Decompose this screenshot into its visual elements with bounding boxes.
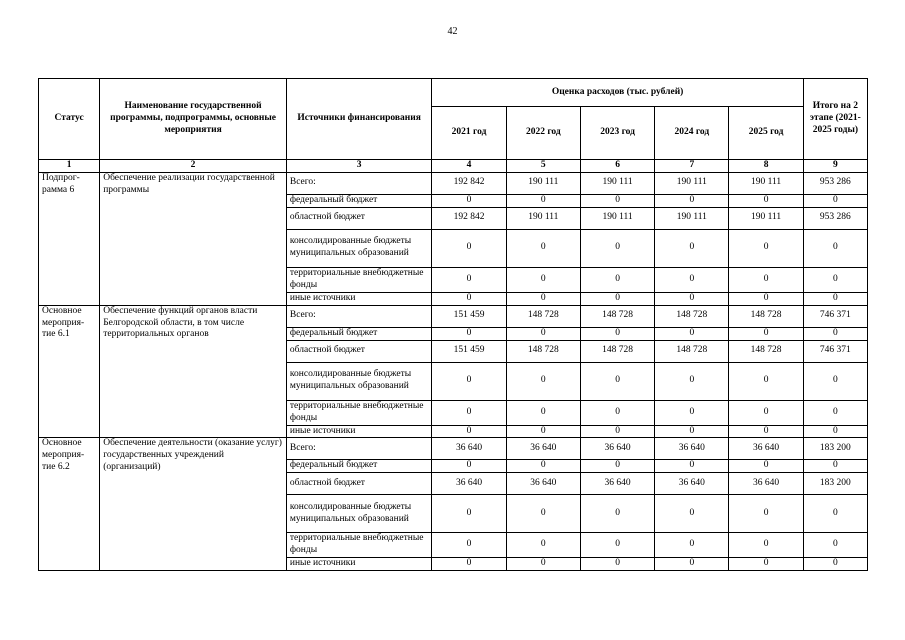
column-number: 6 <box>580 160 654 173</box>
year-value-cell: 0 <box>655 362 729 400</box>
year-value-cell: 0 <box>580 425 654 438</box>
row-program-name: Обеспечение деятельности (оказание услуг) государственных учреждений (организаций) <box>100 438 287 571</box>
total-cell: 0 <box>803 327 867 340</box>
total-cell: 0 <box>803 495 867 533</box>
year-value-cell: 36 640 <box>432 473 506 495</box>
funding-source: Всего: <box>286 305 432 327</box>
column-number: 5 <box>506 160 580 173</box>
table-row <box>39 438 868 460</box>
year-value-cell: 190 111 <box>729 207 803 229</box>
year-value-cell: 192 842 <box>432 172 506 194</box>
funding-source: федеральный бюджет <box>286 327 432 340</box>
year-value-cell: 148 728 <box>655 305 729 327</box>
year-value-cell: 0 <box>655 194 729 207</box>
total-cell: 746 371 <box>803 340 867 362</box>
year-value-cell: 36 640 <box>655 473 729 495</box>
year-value-cell: 36 640 <box>580 438 654 460</box>
header-name: Наименование государственной программы, подпрограммы, основные мероприятия <box>100 79 287 160</box>
year-value-cell: 0 <box>506 533 580 558</box>
year-value-cell: 0 <box>506 194 580 207</box>
header-year: 2024 год <box>655 107 729 160</box>
year-value-cell: 0 <box>506 460 580 473</box>
year-value-cell: 36 640 <box>580 473 654 495</box>
year-value-cell: 148 728 <box>729 340 803 362</box>
year-value-cell: 151 459 <box>432 305 506 327</box>
year-value-cell: 36 640 <box>729 473 803 495</box>
funding-source: консолидированные бюджеты муниципальных образований <box>286 495 432 533</box>
budget-table <box>38 78 868 571</box>
table-row <box>39 305 868 327</box>
year-value-cell: 148 728 <box>655 340 729 362</box>
year-value-cell: 0 <box>729 400 803 425</box>
total-cell: 183 200 <box>803 473 867 495</box>
year-value-cell: 151 459 <box>432 340 506 362</box>
year-value-cell: 0 <box>506 495 580 533</box>
header-year: 2023 год <box>580 107 654 160</box>
column-number: 1 <box>39 160 100 173</box>
year-value-cell: 0 <box>506 229 580 267</box>
year-value-cell: 0 <box>432 362 506 400</box>
funding-source: территориальные внебюджетные фонды <box>286 267 432 292</box>
year-value-cell: 0 <box>655 327 729 340</box>
year-value-cell: 0 <box>729 533 803 558</box>
funding-source: консолидированные бюджеты муниципальных образований <box>286 229 432 267</box>
funding-source: областной бюджет <box>286 473 432 495</box>
year-value-cell: 0 <box>432 533 506 558</box>
year-value-cell: 148 728 <box>506 305 580 327</box>
funding-source: территориальные внебюджетные фонды <box>286 533 432 558</box>
year-value-cell: 190 111 <box>655 207 729 229</box>
year-value-cell: 0 <box>580 400 654 425</box>
total-cell: 953 286 <box>803 207 867 229</box>
year-value-cell: 0 <box>432 292 506 305</box>
year-value-cell: 0 <box>580 292 654 305</box>
funding-source: иные источники <box>286 558 432 571</box>
year-value-cell: 0 <box>655 495 729 533</box>
year-value-cell: 0 <box>729 327 803 340</box>
year-value-cell: 0 <box>506 558 580 571</box>
year-value-cell: 190 111 <box>506 172 580 194</box>
funding-source: федеральный бюджет <box>286 460 432 473</box>
year-value-cell: 0 <box>655 558 729 571</box>
row-status: Основное мероприя-тие 6.2 <box>39 438 100 571</box>
year-value-cell: 190 111 <box>580 172 654 194</box>
year-value-cell: 192 842 <box>432 207 506 229</box>
header-total: Итого на 2 этапе (2021-2025 годы) <box>803 79 867 160</box>
header-estimate: Оценка расходов (тыс. рублей) <box>432 79 803 107</box>
year-value-cell: 190 111 <box>729 172 803 194</box>
table-row <box>39 172 868 194</box>
total-cell: 0 <box>803 400 867 425</box>
funding-source: консолидированные бюджеты муниципальных образований <box>286 362 432 400</box>
year-value-cell: 0 <box>729 460 803 473</box>
funding-source: территориальные внебюджетные фонды <box>286 400 432 425</box>
total-cell: 0 <box>803 292 867 305</box>
year-value-cell: 0 <box>655 267 729 292</box>
year-value-cell: 36 640 <box>506 473 580 495</box>
year-value-cell: 0 <box>580 558 654 571</box>
column-number: 3 <box>286 160 432 173</box>
year-value-cell: 0 <box>655 460 729 473</box>
year-value-cell: 190 111 <box>580 207 654 229</box>
total-cell: 0 <box>803 229 867 267</box>
row-program-name: Обеспечение функций органов власти Белгородской области, в том числе территориальных органов <box>100 305 287 438</box>
year-value-cell: 0 <box>432 267 506 292</box>
year-value-cell: 0 <box>432 327 506 340</box>
year-value-cell: 0 <box>729 495 803 533</box>
column-number: 9 <box>803 160 867 173</box>
year-value-cell: 0 <box>580 327 654 340</box>
column-number: 8 <box>729 160 803 173</box>
total-cell: 0 <box>803 533 867 558</box>
year-value-cell: 190 111 <box>506 207 580 229</box>
total-cell: 0 <box>803 425 867 438</box>
year-value-cell: 0 <box>655 400 729 425</box>
year-value-cell: 0 <box>729 292 803 305</box>
total-cell: 953 286 <box>803 172 867 194</box>
row-status: Подпрог-рамма 6 <box>39 172 100 305</box>
funding-source: Всего: <box>286 438 432 460</box>
total-cell: 0 <box>803 194 867 207</box>
row-program-name: Обеспечение реализации государственной программы <box>100 172 287 305</box>
total-cell: 183 200 <box>803 438 867 460</box>
year-value-cell: 0 <box>506 425 580 438</box>
year-value-cell: 36 640 <box>729 438 803 460</box>
funding-source: иные источники <box>286 292 432 305</box>
total-cell: 746 371 <box>803 305 867 327</box>
total-cell: 0 <box>803 460 867 473</box>
year-value-cell: 0 <box>580 362 654 400</box>
header-sources: Источники финансирования <box>286 79 432 160</box>
year-value-cell: 0 <box>729 194 803 207</box>
year-value-cell: 0 <box>729 558 803 571</box>
year-value-cell: 0 <box>506 267 580 292</box>
year-value-cell: 0 <box>506 327 580 340</box>
column-number: 7 <box>655 160 729 173</box>
year-value-cell: 0 <box>729 362 803 400</box>
year-value-cell: 0 <box>655 229 729 267</box>
header-year: 2021 год <box>432 107 506 160</box>
funding-source: областной бюджет <box>286 340 432 362</box>
row-status: Основное мероприя-тие 6.1 <box>39 305 100 438</box>
funding-source: Всего: <box>286 172 432 194</box>
year-value-cell: 0 <box>580 460 654 473</box>
year-value-cell: 0 <box>580 495 654 533</box>
year-value-cell: 148 728 <box>506 340 580 362</box>
year-value-cell: 0 <box>655 292 729 305</box>
year-value-cell: 0 <box>432 460 506 473</box>
year-value-cell: 0 <box>506 292 580 305</box>
total-cell: 0 <box>803 267 867 292</box>
year-value-cell: 148 728 <box>580 340 654 362</box>
year-value-cell: 0 <box>506 362 580 400</box>
column-number: 4 <box>432 160 506 173</box>
year-value-cell: 0 <box>729 425 803 438</box>
total-cell: 0 <box>803 558 867 571</box>
year-value-cell: 148 728 <box>580 305 654 327</box>
year-value-cell: 0 <box>655 425 729 438</box>
year-value-cell: 0 <box>432 425 506 438</box>
column-number-row <box>39 160 868 173</box>
year-value-cell: 0 <box>432 194 506 207</box>
header-status: Статус <box>39 79 100 160</box>
year-value-cell: 0 <box>580 229 654 267</box>
funding-source: областной бюджет <box>286 207 432 229</box>
year-value-cell: 0 <box>655 533 729 558</box>
year-value-cell: 148 728 <box>729 305 803 327</box>
year-value-cell: 36 640 <box>432 438 506 460</box>
year-value-cell: 0 <box>432 558 506 571</box>
year-value-cell: 0 <box>432 229 506 267</box>
page-number: 42 <box>447 26 458 37</box>
year-value-cell: 36 640 <box>655 438 729 460</box>
funding-source: иные источники <box>286 425 432 438</box>
funding-source: федеральный бюджет <box>286 194 432 207</box>
year-value-cell: 0 <box>432 400 506 425</box>
year-value-cell: 190 111 <box>655 172 729 194</box>
header-year: 2025 год <box>729 107 803 160</box>
year-value-cell: 0 <box>506 400 580 425</box>
year-value-cell: 0 <box>729 267 803 292</box>
year-value-cell: 0 <box>580 533 654 558</box>
year-value-cell: 0 <box>432 495 506 533</box>
header-year: 2022 год <box>506 107 580 160</box>
year-value-cell: 0 <box>580 267 654 292</box>
total-cell: 0 <box>803 362 867 400</box>
year-value-cell: 36 640 <box>506 438 580 460</box>
year-value-cell: 0 <box>729 229 803 267</box>
year-value-cell: 0 <box>580 194 654 207</box>
column-number: 2 <box>100 160 287 173</box>
table-body <box>39 172 868 570</box>
